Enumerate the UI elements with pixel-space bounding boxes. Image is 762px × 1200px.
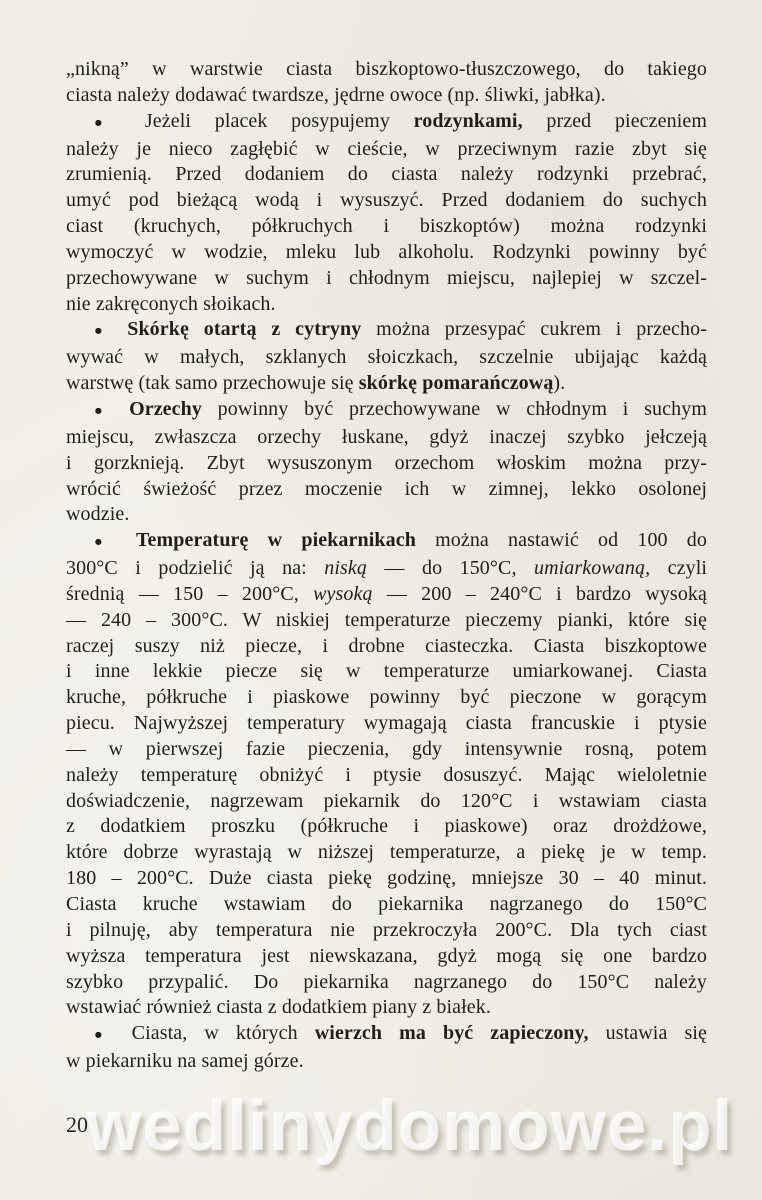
text-segment: czyli: [650, 557, 708, 580]
watermark: wedlinydomowe.pl: [86, 1087, 734, 1166]
text-segment: wierzch ma być zapieczony,: [314, 1022, 589, 1045]
text-segment: wywać w małych, szklanych słoiczkach, szczelnie ubijając każdą: [66, 346, 707, 369]
text-segment: Ciasta, w których: [114, 1022, 315, 1045]
text-segment: 300°C i podzielić ją na:: [66, 557, 325, 580]
text-segment: i gorzknieją. Zbyt wysuszonym orzechom włoskim można przy-: [66, 451, 707, 474]
text-segment: ciasta należy dodawać twardsze, jędrne owoce (np. śliwki, jabłka).: [66, 83, 606, 106]
paragraph-2: [66, 109, 707, 318]
text-segment: [112, 318, 127, 340]
text-line: [66, 995, 707, 1021]
text-line: [66, 317, 707, 345]
text-segment: umiarkowaną,: [534, 557, 651, 580]
text-segment: raczej suszy niż piecze, i drobne ciasteczka. Ciasta biszkoptowe: [66, 634, 707, 657]
text-segment: [113, 398, 129, 420]
text-segment: wodzie.: [66, 503, 130, 526]
text-segment: nie zakręconych słoikach.: [66, 292, 276, 315]
paragraph-4: [66, 397, 707, 528]
text-segment: — 240 – 300°C. W niskiej temperaturze pieczemy pianki, które się: [66, 608, 707, 631]
bullet-icon: ●: [94, 114, 122, 131]
text-segment: szybko przypalić. Do piekarnika nagrzanego do 150°C należy: [66, 970, 707, 993]
text-segment: ).: [553, 372, 566, 395]
text-line: [66, 685, 707, 711]
text-segment: powinny być przechowywane w chłodnym i suchym: [201, 397, 707, 420]
text-line: [66, 266, 707, 292]
text-block: [66, 57, 707, 1075]
text-segment: miejscu, zwłaszcza orzechy łuskane, gdyż inaczej szybko jełczeją: [66, 425, 707, 448]
text-segment: Skórkę otartą z cytryny: [127, 318, 362, 341]
text-line: [66, 608, 707, 634]
text-line: [66, 918, 707, 944]
text-line: [66, 57, 707, 83]
paragraph-3: [66, 317, 707, 397]
text-segment: zrumienią. Przed dodaniem do ciasta należy rodzynki przebrać,: [66, 163, 707, 186]
text-segment: skórkę pomarańczową: [358, 372, 554, 395]
text-line: [66, 292, 707, 318]
text-segment: można przesypać cukrem i przecho-: [361, 318, 707, 341]
text-line: [66, 737, 707, 763]
text-segment: przed pieczeniem: [522, 109, 707, 132]
text-line: [66, 502, 707, 528]
text-segment: i inne lekkie piecze się w temperaturze umiarkowanej. Ciasta: [66, 660, 707, 683]
text-segment: Ciasta kruche wstawiam do piekarnika nagrzanego do 150°C: [66, 893, 707, 915]
bullet-icon: ●: [94, 534, 117, 551]
text-line: [66, 582, 707, 608]
text-segment: przechowywane w suchym i chłodnym miejscu, najlepiej w szczel-: [66, 266, 707, 289]
text-segment: wstawiać również ciasta z dodatkiem piany z białek.: [66, 996, 491, 1019]
text-segment: „nikną” w warstwie ciasta biszkoptowo-tłuszczowego, do takiego: [66, 58, 707, 80]
text-segment: należy je nieco zagłębić w cieście, w przeciwnym razie zbyt się: [66, 137, 707, 160]
text-segment: wysoką: [313, 582, 373, 605]
text-line: [66, 789, 707, 815]
text-line: [66, 659, 707, 685]
text-line: [66, 1021, 707, 1049]
text-segment: — w pierwszej fazie pieczenia, gdy intensywnie rosną, potem: [66, 737, 707, 760]
text-segment: które dobrze wyrastają w niższej temperaturze, a piekę je w temp.: [66, 841, 707, 864]
page-number: 20: [66, 1112, 88, 1137]
text-segment: Jeżeli placek posypujemy: [121, 109, 414, 132]
text-line: [66, 970, 707, 996]
text-segment: niską: [324, 557, 367, 580]
text-line: [66, 866, 707, 892]
text-segment: średnią — 150 – 200°C,: [66, 582, 314, 605]
text-line: [66, 814, 707, 840]
text-line: [66, 162, 707, 188]
text-segment: doświadczenie, nagrzewam piekarnik do 120°C i wstawiam ciasta: [66, 789, 707, 812]
text-line: [66, 892, 707, 918]
text-segment: i pilnuję, aby temperatura nie przekroczyła 200°C. Dla tych ciast: [66, 918, 707, 941]
text-segment: wyższa temperatura jest niewskazana, gdyż mogą się one bardzo: [66, 944, 707, 967]
text-line: [66, 528, 707, 556]
text-line: [66, 371, 707, 397]
text-line: [66, 425, 707, 451]
paragraph-6: [66, 1021, 707, 1075]
text-segment: w piekarniku na samej górze.: [66, 1050, 304, 1073]
text-segment: z dodatkiem proszku (półkruche i piaskowe) oraz drożdżowe,: [66, 815, 707, 838]
text-segment: 180 – 200°C. Duże ciasta piekę godzinę, mniejsze 30 – 40 minut.: [66, 867, 707, 890]
text-line: [66, 634, 707, 660]
text-segment: kruche, półkruche i piaskowe powinny być pieczone w gorącym: [66, 686, 707, 709]
text-segment: rodzynkami,: [413, 109, 523, 132]
text-line: [66, 451, 707, 477]
text-line: [66, 240, 707, 266]
text-line: [66, 944, 707, 970]
text-segment: ciast (kruchych, półkruchych i biszkoptów) można rodzynki: [66, 215, 707, 238]
text-segment: wrócić świeżość przez moczenie ich w zimnej, lekko osolonej: [66, 477, 707, 500]
text-line: [66, 840, 707, 866]
bullet-icon: ●: [94, 402, 114, 419]
text-line: [66, 711, 707, 737]
text-segment: Orzechy: [129, 397, 202, 420]
text-segment: można nastawić od 100 do: [415, 529, 708, 552]
text-line: [66, 345, 707, 371]
text-segment: wymoczyć w wodzie, mleku lub alkoholu. Rodzynki powinny być: [66, 240, 707, 263]
text-segment: [117, 529, 136, 551]
text-line: [66, 188, 707, 214]
text-line: [66, 763, 707, 789]
text-line: [66, 137, 707, 163]
bullet-icon: ●: [94, 323, 113, 340]
text-segment: należy temperaturę obniżyć i ptysie dosuszyć. Mając wieloletnie: [66, 763, 707, 786]
paragraph-5: [66, 528, 707, 1021]
text-line: [66, 214, 707, 240]
paragraph-1: [66, 57, 707, 109]
bullet-icon: ●: [94, 1027, 115, 1044]
text-segment: ustawia się: [588, 1022, 707, 1045]
text-segment: — do 150°C,: [366, 557, 534, 580]
text-line: [66, 477, 707, 503]
text-segment: warstwę (tak samo przechowuje się: [66, 372, 359, 395]
text-segment: — 200 – 240°C i bardzo wysoką: [372, 582, 707, 605]
text-segment: umyć pod bieżącą wodą i wysuszyć. Przed dodaniem do suchych: [66, 189, 707, 212]
text-segment: piecu. Najwyższej temperatury wymagają ciasta francuskie i ptysie: [66, 712, 707, 735]
text-line: [66, 1049, 707, 1075]
text-line: [66, 109, 707, 137]
text-line: [66, 556, 707, 582]
text-segment: Temperaturę w piekarnikach: [135, 529, 416, 552]
text-line: [66, 397, 707, 425]
text-line: [66, 83, 707, 109]
